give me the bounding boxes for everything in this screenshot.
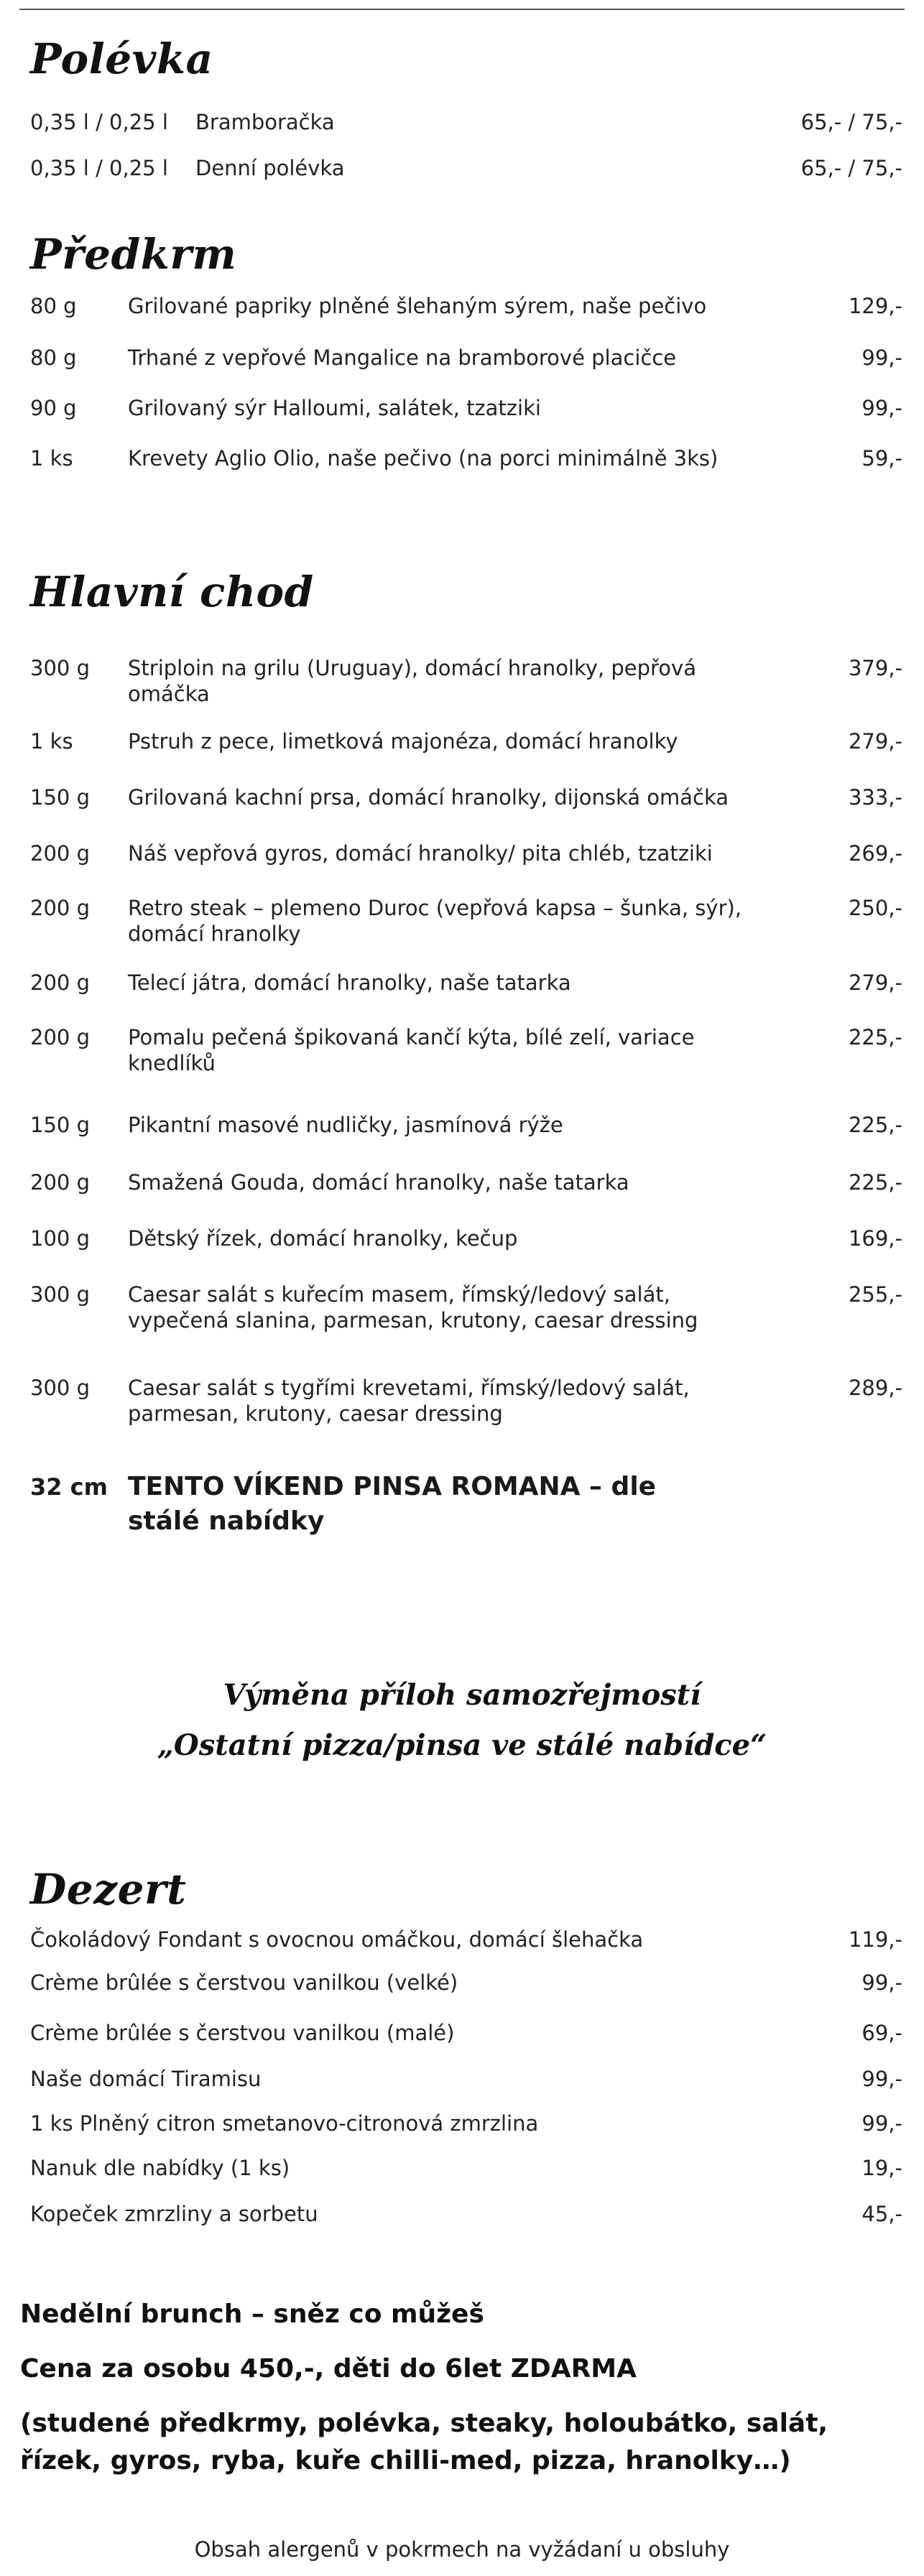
item-price: 19,- [861,2156,902,2180]
item-name: Retro steak – plemeno Duroc (vepřová kapsa – šunka, sýr), domácí hranolky [128,896,742,946]
item-qty: 0,35 l / 0,25 l [30,156,168,180]
item-name: Caesar salát s kuřecím masem, římský/ledový salát, vypečená slanina, parmesan, krutony, caesar dressing [128,1282,698,1333]
side-dish-note: Výměna příloh samozřejmostí [223,1678,701,1712]
item-price: 279,- [848,729,902,754]
brunch-price: Cena za osobu 450,-, děti do 6let ZDARMA [20,2354,637,2383]
top-rule [19,9,905,10]
item-qty: 200 g [30,1170,90,1195]
item-qty: 150 g [30,785,90,810]
item-price: 333,- [848,785,902,810]
item-qty: 80 g [30,294,77,318]
item-price: 45,- [861,2202,902,2226]
item-price: 99,- [861,2067,902,2091]
item-name: Smažená Gouda, domácí hranolky, naše tatarka [128,1170,629,1195]
item-name: Striploin na grilu (Uruguay), domácí hranolky, pepřová omáčka [128,656,696,706]
item-price: 99,- [861,1970,902,1995]
item-price: 279,- [848,970,902,995]
item-name: Trhané z vepřové Mangalice na bramborové placičce [128,346,677,370]
item-name: Nanuk dle nabídky (1 ks) [30,2156,290,2180]
item-name: Čokoládový Fondant s ovocnou omáčkou, domácí šlehačka [30,1927,644,1952]
item-price: 99,- [861,2111,902,2136]
item-price: 225,- [848,1113,902,1137]
item-name: 1 ks Plněný citron smetanovo-citronová zmrzlina [30,2111,539,2136]
section-title-main: Hlavní chod [30,567,314,616]
item-name: Pikantní masové nudličky, jasmínová rýže [128,1113,563,1137]
item-price: 99,- [861,396,902,420]
allergen-note: Obsah alergenů v pokrmech na vyžádaní u obsluhy [194,2537,730,2562]
item-qty: 80 g [30,346,77,370]
item-price: 119,- [848,1927,902,1952]
item-price: 69,- [861,2021,902,2045]
special-qty: 32 cm [30,1473,108,1501]
brunch-title: Nedělní brunch – sněz co můžeš [20,2299,484,2329]
item-qty: 1 ks [30,729,73,754]
item-qty: 90 g [30,396,77,420]
item-price: 99,- [861,346,902,370]
item-price: 225,- [848,1025,902,1050]
item-qty: 300 g [30,1282,90,1307]
item-price: 129,- [848,294,902,318]
item-name: Denní polévka [195,156,345,180]
item-name: Crème brûlée s čerstvou vanilkou (malé) [30,2021,455,2045]
item-qty: 300 g [30,656,90,680]
special-name: TENTO VÍKEND PINSA ROMANA – dle stálé nabídky [128,1472,657,1536]
section-title-dessert: Dezert [30,1865,187,1914]
section-title-starter: Předkrm [30,230,237,279]
item-name: Telecí játra, domácí hranolky, naše tatarka [128,970,571,995]
item-name: Krevety Aglio Olio, naše pečivo (na porci minimálně 3ks) [128,446,719,471]
item-name: Naše domácí Tiramisu [30,2067,262,2091]
item-name: Pomalu pečená špikovaná kančí kýta, bílé zelí, variace knedlíků [128,1025,695,1075]
item-price: 269,- [848,841,902,866]
item-name: Pstruh z pece, limetková majonéza, domácí hranolky [128,729,678,754]
item-price: 379,- [848,656,902,680]
section-title-soup: Polévka [30,34,213,83]
item-qty: 200 g [30,841,90,866]
item-name: Grilovaná kachní prsa, domácí hranolky, dijonská omáčka [128,785,729,810]
brunch-description: (studené předkrmy, polévka, steaky, holoubátko, salát, řízek, gyros, ryba, kuře chilli-med, pizza, hranolky…) [20,2409,828,2475]
item-qty: 100 g [30,1226,90,1251]
item-name: Caesar salát s tygřími krevetami, římský/ledový salát, parmesan, krutony, caesar dressing [128,1376,690,1426]
item-price: 255,- [848,1282,902,1307]
item-price: 65,- / 75,- [800,110,902,134]
item-price: 59,- [861,446,902,471]
item-price: 169,- [848,1226,902,1251]
item-price: 250,- [848,896,902,920]
pizza-note: „Ostatní pizza/pinsa ve stálé nabídce“ [157,1728,767,1762]
item-qty: 300 g [30,1376,90,1400]
item-qty: 200 g [30,970,90,995]
item-name: Kopeček zmrzliny a sorbetu [30,2202,318,2226]
item-name: Bramboračka [195,110,335,134]
item-name: Náš vepřová gyros, domácí hranolky/ pita chléb, tzatziki [128,841,713,866]
item-price: 289,- [848,1376,902,1400]
item-name: Crème brûlée s čerstvou vanilkou (velké) [30,1970,458,1995]
item-name: Grilovaný sýr Halloumi, salátek, tzatziki [128,396,541,420]
item-qty: 150 g [30,1113,90,1137]
item-qty: 200 g [30,896,90,920]
item-name: Grilované papriky plněné šlehaným sýrem, naše pečivo [128,294,707,318]
item-qty: 200 g [30,1025,90,1050]
item-price: 65,- / 75,- [800,156,902,180]
item-qty: 1 ks [30,446,73,471]
item-qty: 0,35 l / 0,25 l [30,110,168,134]
item-price: 225,- [848,1170,902,1195]
item-name: Dětský řízek, domácí hranolky, kečup [128,1226,518,1251]
